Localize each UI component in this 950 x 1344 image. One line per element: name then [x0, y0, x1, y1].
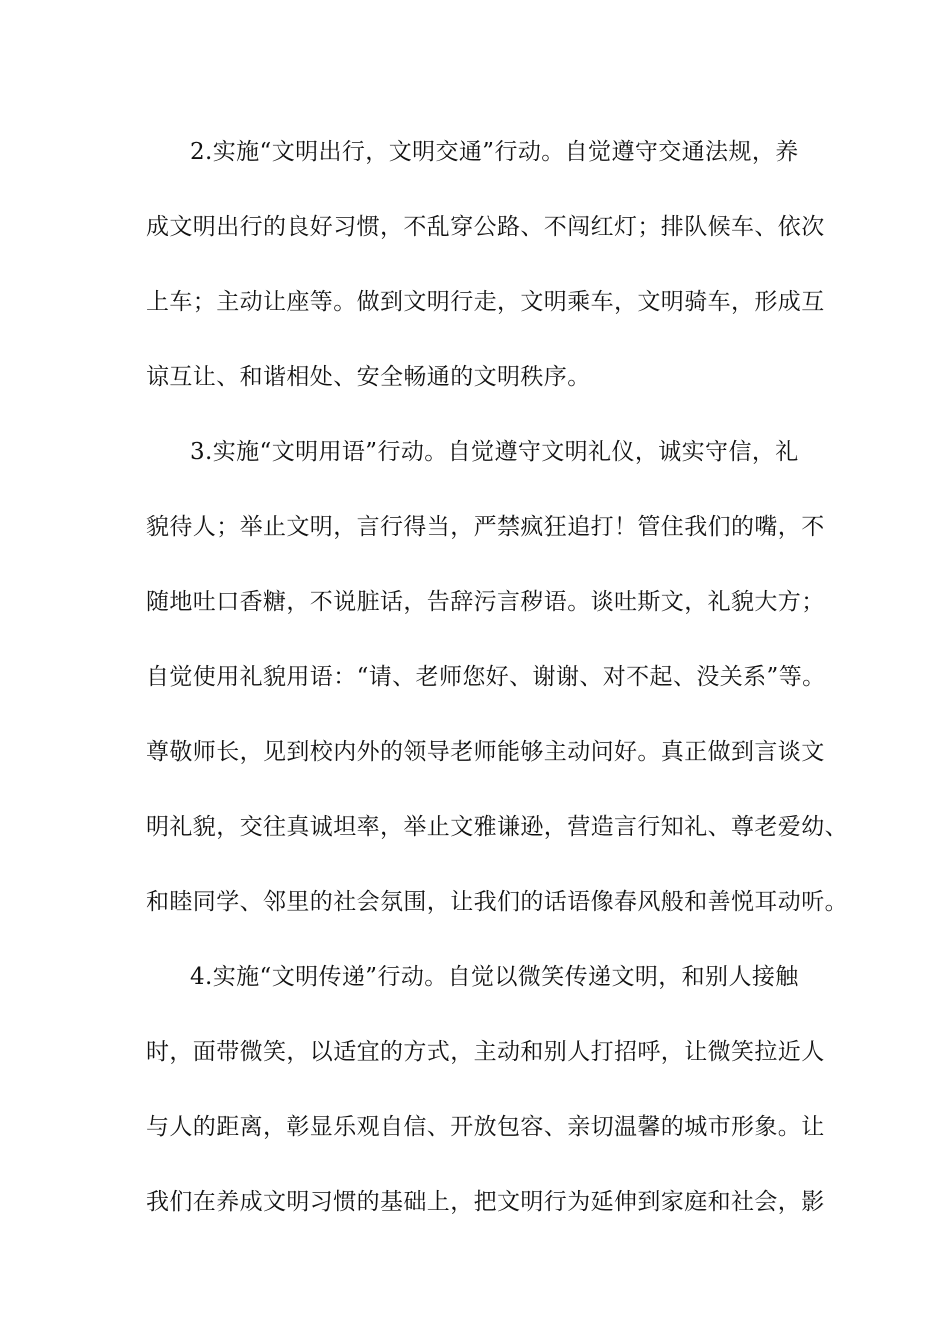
paragraph-2-line-1: 2.实施“文明出行，文明交通”行动。自觉遵守交通法规，养 — [190, 139, 799, 165]
paragraph-3-line-4: 自觉使用礼貌用语：“请、老师您好、谢谢、对不起、没关系”等。 — [146, 664, 826, 690]
paragraph-2-line-3: 上车；主动让座等。做到文明行走，文明乘车，文明骑车，形成互 — [146, 289, 825, 315]
paragraph-3-line-1: 3.实施“文明用语”行动。自觉遵守文明礼仪，诚实守信，礼 — [190, 439, 799, 465]
paragraph-3-line-3: 随地吐口香糖，不说脏话，告辞污言秽语。谈吐斯文，礼貌大方； — [146, 589, 825, 615]
paragraph-3-line-7: 和睦同学、邻里的社会氛围，让我们的话语像春风般和善悦耳动听。 — [146, 889, 848, 915]
paragraph-4-line-3: 与人的距离，彰显乐观自信、开放包容、亲切温馨的城市形象。让 — [146, 1114, 825, 1140]
paragraph-3-line-2: 貌待人；举止文明，言行得当，严禁疯狂追打！管住我们的嘴，不 — [146, 514, 825, 540]
paragraph-4-line-4: 我们在养成文明习惯的基础上，把文明行为延伸到家庭和社会，影 — [146, 1189, 825, 1215]
paragraph-3-line-6: 明礼貌，交往真诚坦率，举止文雅谦逊，营造言行知礼、尊老爱幼、 — [146, 814, 848, 840]
document-body — [146, 134, 848, 1259]
paragraph-2-line-4: 谅互让、和谐相处、安全畅通的文明秩序。 — [146, 364, 591, 390]
paragraph-4-line-2: 时，面带微笑，以适宜的方式，主动和别人打招呼，让微笑拉近人 — [146, 1039, 825, 1065]
paragraph-2-line-2: 成文明出行的良好习惯，不乱穿公路、不闯红灯；排队候车、依次 — [146, 214, 825, 240]
paragraph-3-line-5: 尊敬师长，见到校内外的领导老师能够主动问好。真正做到言谈文 — [146, 739, 825, 765]
paragraph-4-line-1: 4.实施“文明传递”行动。自觉以微笑传递文明，和别人接触 — [190, 964, 799, 990]
